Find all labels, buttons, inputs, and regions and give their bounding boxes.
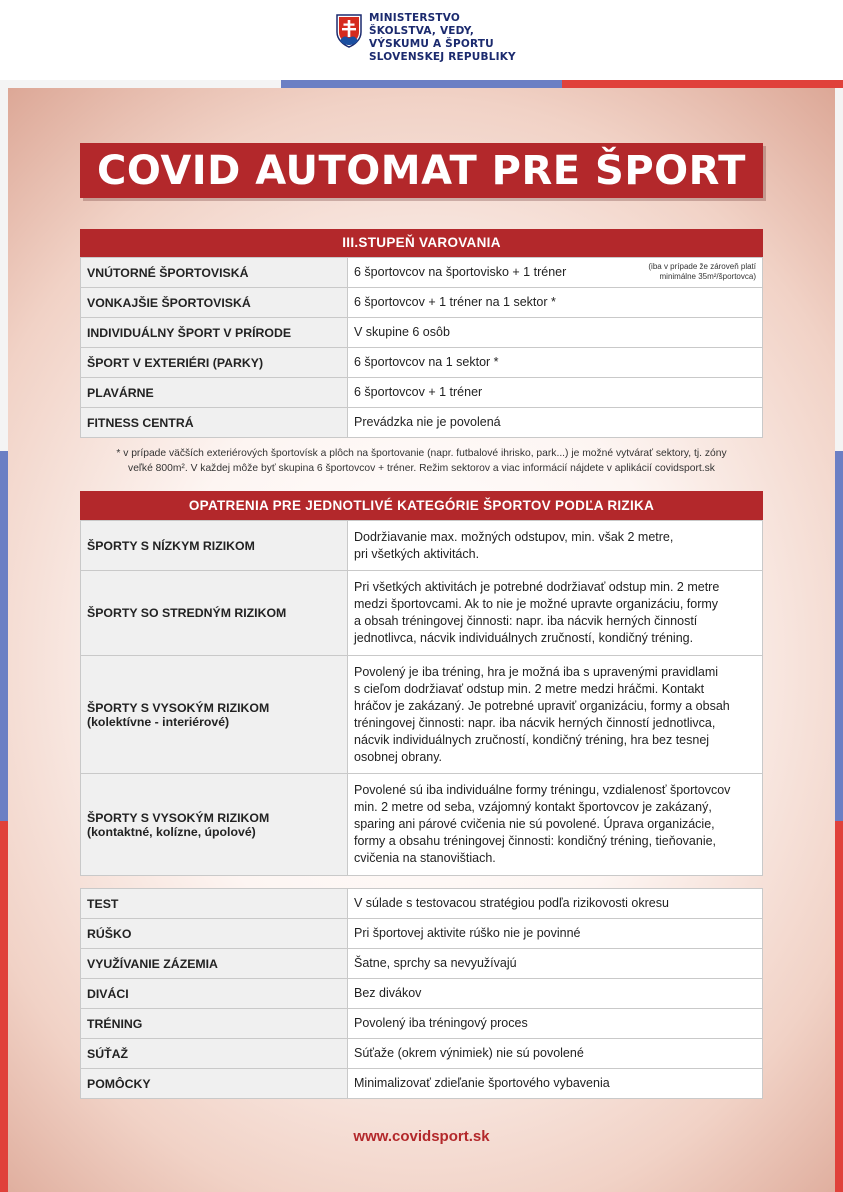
ministry-name: MINISTERSTVO ŠKOLSTVA, VEDY, VÝSKUMU A ŠPORTU SLOVENSKEJ REPUBLIKY (369, 12, 516, 63)
right-edge-blue (835, 451, 843, 821)
row-label: ŠPORTY S VYSOKÝM RIZIKOM (kolektívne - interiérové) (81, 656, 348, 774)
table-row (81, 1009, 763, 1039)
page-title: COVID AUTOMAT PRE ŠPORT (97, 148, 746, 194)
row-label: VNÚTORNÉ ŠPORTOVISKÁ (81, 258, 348, 288)
table-row (81, 521, 763, 571)
row-label: ŠPORTY SO STREDNÝM RIZIKOM (81, 571, 348, 656)
header (0, 0, 843, 80)
row-label: TEST (81, 889, 348, 919)
right-edge-white (835, 88, 843, 451)
row-label: SÚŤAŽ (81, 1039, 348, 1069)
table-row (81, 979, 763, 1009)
row-label: VYUŽÍVANIE ZÁZEMIA (81, 949, 348, 979)
row-value: Pri športovej aktivite rúško nie je povinné (348, 919, 763, 949)
row-label: VONKAJŠIE ŠPORTOVISKÁ (81, 288, 348, 318)
stripe-white (0, 80, 281, 88)
alert-level-heading: III.STUPEŇ VAROVANIA (80, 229, 763, 257)
row-value: Súťaže (okrem výnimiek) nie sú povolené (348, 1039, 763, 1069)
measures-table (80, 888, 763, 1099)
stripe-blue (281, 80, 562, 88)
row-value: Prevádzka nie je povolená (348, 408, 763, 438)
left-edge-white (0, 88, 8, 451)
table-row (81, 949, 763, 979)
slovak-coat-of-arms-icon (336, 14, 362, 48)
table-row (81, 1039, 763, 1069)
row-label: FITNESS CENTRÁ (81, 408, 348, 438)
row-value: Pri všetkých aktivitách je potrebné dodržiavať odstup min. 2 metre medzi športovcami. Ak to nie je možné upravte organizáciu, formy a obsah tréningovej činnosti: napr. iba nácvik herných činností jednotlivca, nácvik individuálnych zručností, kondičný tréning. (348, 571, 763, 656)
left-edge-blue (0, 451, 8, 821)
table-row (81, 919, 763, 949)
risk-table (80, 520, 763, 876)
row-value: Dodržiavanie max. možných odstupov, min. však 2 metre, pri všetkých aktivitách. (348, 521, 763, 571)
sector-footnote: * v prípade väčších exteriérových športovísk a plôch na športovanie (napr. futbalové ihrisko, park...) je možné vytvárať sektory, tj. zóny veľké 800m². V každej môže byť skupina 6 športovcov + tréner. Režim sektorov a viac informácií nájdete v aplikácií covidsport.sk (116, 448, 727, 474)
table-row (81, 1069, 763, 1099)
row-value: Šatne, sprchy sa nevyužívajú (348, 949, 763, 979)
stripe-red (562, 80, 843, 88)
title-banner (80, 143, 763, 198)
row-value: Minimalizovať zdieľanie športového vybavenia (348, 1069, 763, 1099)
row-label: RÚŠKO (81, 919, 348, 949)
table-row (81, 774, 763, 876)
row-value: V súlade s testovacou stratégiou podľa rizikovosti okresu (348, 889, 763, 919)
row-label: ŠPORT V EXTERIÉRI (PARKY) (81, 348, 348, 378)
table-row (81, 348, 763, 378)
row-value: 6 športovcov na 1 sektor * (348, 348, 763, 378)
row-value: Povolený iba tréningový proces (348, 1009, 763, 1039)
row-value: 6 športovcov na športovisko + 1 tréner (iba v prípade že zároveň platí minimálne 35m²/športovca) (348, 258, 763, 288)
row-label: ŠPORTY S NÍZKYM RIZIKOM (81, 521, 348, 571)
row-label: ŠPORTY S VYSOKÝM RIZIKOM (kontaktné, kolízne, úpolové) (81, 774, 348, 876)
table-row (81, 288, 763, 318)
row-label: INDIVIDUÁLNY ŠPORT V PRÍRODE (81, 318, 348, 348)
row-value: Povolené sú iba individuálne formy tréningu, vzdialenosť športovcov min. 2 metre od seba, vzájomný kontakt športovcov je zakázaný, sparing ani párové cvičenia nie sú povolené. Úprava organizácie, formy a obsahu tréningovej činnosti: kondičný tréning, tieňovanie, cvičenia na stanovištiach. (348, 774, 763, 876)
row-value: 6 športovcov + 1 tréner na 1 sektor * (348, 288, 763, 318)
row-label: POMÔCKY (81, 1069, 348, 1099)
row-value: 6 športovcov + 1 tréner (348, 378, 763, 408)
row-value: Bez divákov (348, 979, 763, 1009)
alert-level-table (80, 257, 763, 438)
table-row (81, 408, 763, 438)
row-label: DIVÁCI (81, 979, 348, 1009)
row-label: PLAVÁRNE (81, 378, 348, 408)
area-note: (iba v prípade že zároveň platí minimálne 35m²/športovca) (648, 262, 756, 281)
table-row (81, 571, 763, 656)
table-row (81, 318, 763, 348)
table-row (81, 378, 763, 408)
row-value: Povolený je iba tréning, hra je možná iba s upravenými pravidlami s cieľom dodržiavať odstup min. 2 metre medzi hráčmi. Kontakt hráčov je zakázaný. Je potrebné upraviť organizáciu, formy a obsah tréningovej činnosti: napr. iba nácvik herných činností jednotlivca, nácvik individuálnych zručností, kondičný tréning, hra bez tesnej osobnej obrany. (348, 656, 763, 774)
website-link[interactable]: www.covidsport.sk (353, 1128, 490, 1145)
table-row (81, 656, 763, 774)
table-row (81, 258, 763, 288)
row-label: TRÉNING (81, 1009, 348, 1039)
table-row (81, 889, 763, 919)
risk-heading: OPATRENIA PRE JEDNOTLIVÉ KATEGÓRIE ŠPORTOV PODĽA RIZIKA (80, 491, 763, 520)
row-value: V skupine 6 osôb (348, 318, 763, 348)
